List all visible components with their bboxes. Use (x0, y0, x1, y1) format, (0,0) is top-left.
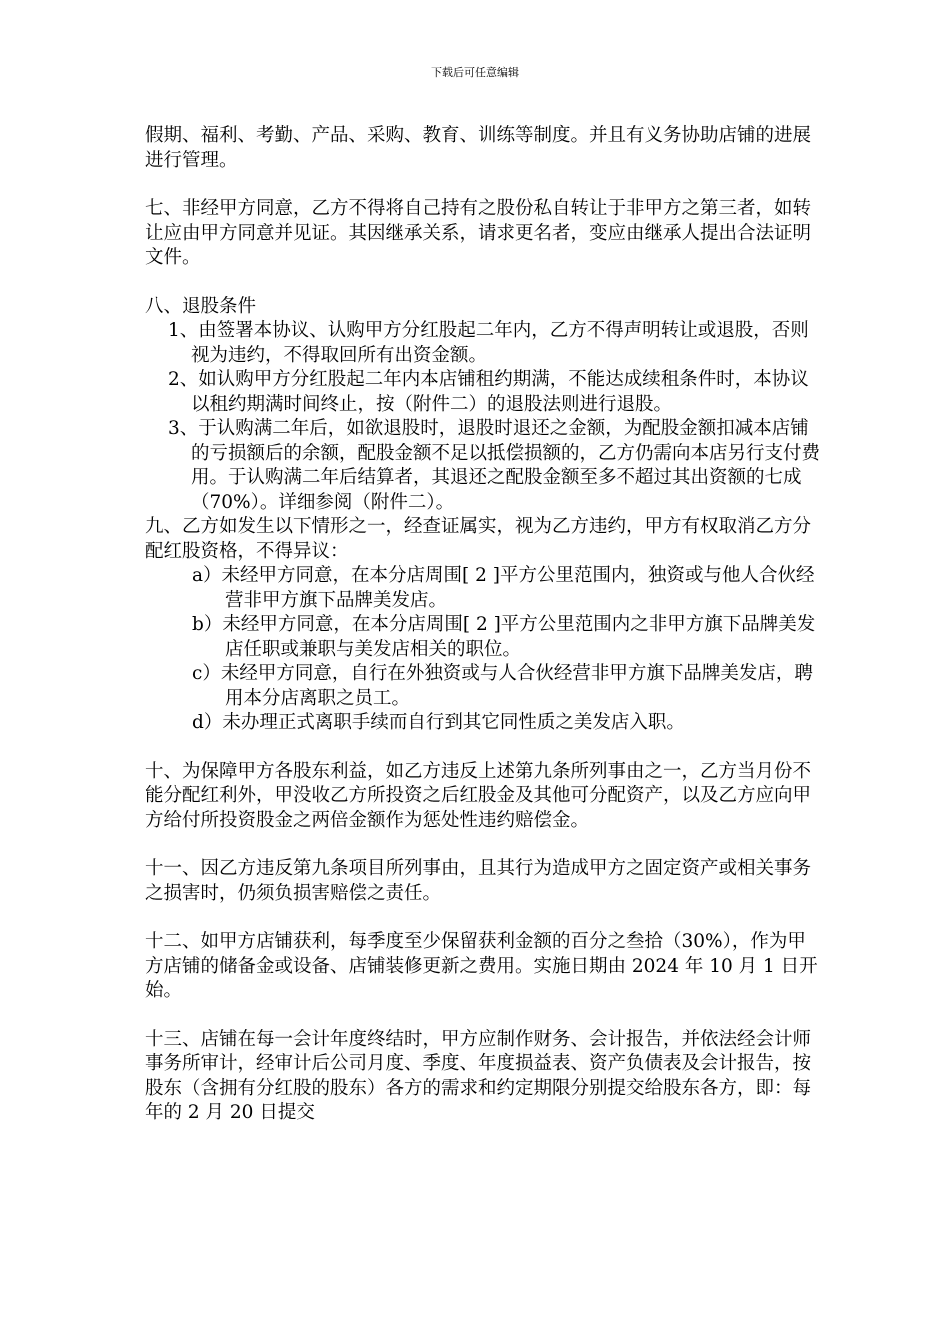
list-item: 1、由签署本协议、认购甲方分红股起二年内，乙方不得声明转让或退股，否则视为违约，不得取回所有出资金额。 (168, 320, 809, 366)
list-item: c）未经甲方同意，自行在外独资或与人合伙经营非甲方旗下品牌美发店，聘用本分店离职之员工。 (192, 663, 813, 709)
list-item: d）未办理正式离职手续而自行到其它同性质之美发店入职。 (192, 712, 685, 733)
heading-article-8: 八、退股条件 (145, 295, 257, 317)
paragraph-article-7: 七、非经甲方同意，乙方不得将自己持有之股份私自转让于非甲方之第三者，如转让应由甲方同意并见证。其因继承关系，请求更名者，变应由继承人提出合法证明文件。 (145, 198, 812, 268)
paragraph-article-10: 十、为保障甲方各股东利益，如乙方违反上述第九条所列事由之一，乙方当月份不能分配红利外，甲没收乙方所投资之后红股金及其他可分配资产，以及乙方应向甲方给付所投资股金之两倍金额作为惩处性违约赔偿金。 (145, 760, 812, 831)
list-item: 3、于认购满二年后，如欲退股时，退股时退还之金额，为配股金额扣减本店铺的亏损额后的余额，配股金额不足以抵偿损额的，乙方仍需向本店另行支付费用。于认购满二年后结算者，其退还之配股金额至多不超过其出资额的七成（70%）。详细参阅（附件二）。 (168, 418, 821, 513)
page-header-note: 下载后可任意编辑 (431, 66, 519, 79)
paragraph-article-9: 九、乙方如发生以下情形之一，经查证属实，视为乙方违约，甲方有权取消乙方分配红股资格，不得异议： (145, 516, 812, 562)
paragraph-intro: 假期、福利、考勤、产品、采购、教育、训练等制度。并且有义务协助店铺的进展进行管理。 (145, 125, 812, 171)
list-item: a）未经甲方同意，在本分店周围[ 2 ]平方公里范围内，独资或与他人合伙经营非甲方旗下品牌美发店。 (192, 565, 815, 611)
document-body (145, 124, 820, 1126)
list-item: 2、如认购甲方分红股起二年内本店铺租约期满，不能达成续租条件时，本协议以租约期满时间终止，按（附件二）的退股法则进行退股。 (168, 369, 809, 415)
list-item: b）未经甲方同意，在本分店周围[ 2 ]平方公里范围内之非甲方旗下品牌美发店任职或兼职与美发店相关的职位。 (192, 614, 816, 660)
paragraph-article-13: 十三、店铺在每一会计年度终结时，甲方应制作财务、会计报告，并依法经会计师事务所审计，经审计后公司月度、季度、年度损益表、资产负债表及会计报告，按股东（含拥有分红股的股东）各方的需求和约定期限分别提交给股东各方，即：每年的 2 月 20 日提交 (145, 1028, 812, 1123)
paragraph-article-11: 十一、因乙方违反第九条项目所列事由，且其行为造成甲方之固定资产或相关事务之损害时，仍须负损害赔偿之责任。 (145, 858, 812, 904)
paragraph-article-12: 十二、如甲方店铺获利，每季度至少保留获利金额的百分之叁拾（30%），作为甲方店铺的储备金或设备、店铺装修更新之费用。实施日期由 2024 年 10 月 1 日开始。 (145, 931, 818, 1001)
